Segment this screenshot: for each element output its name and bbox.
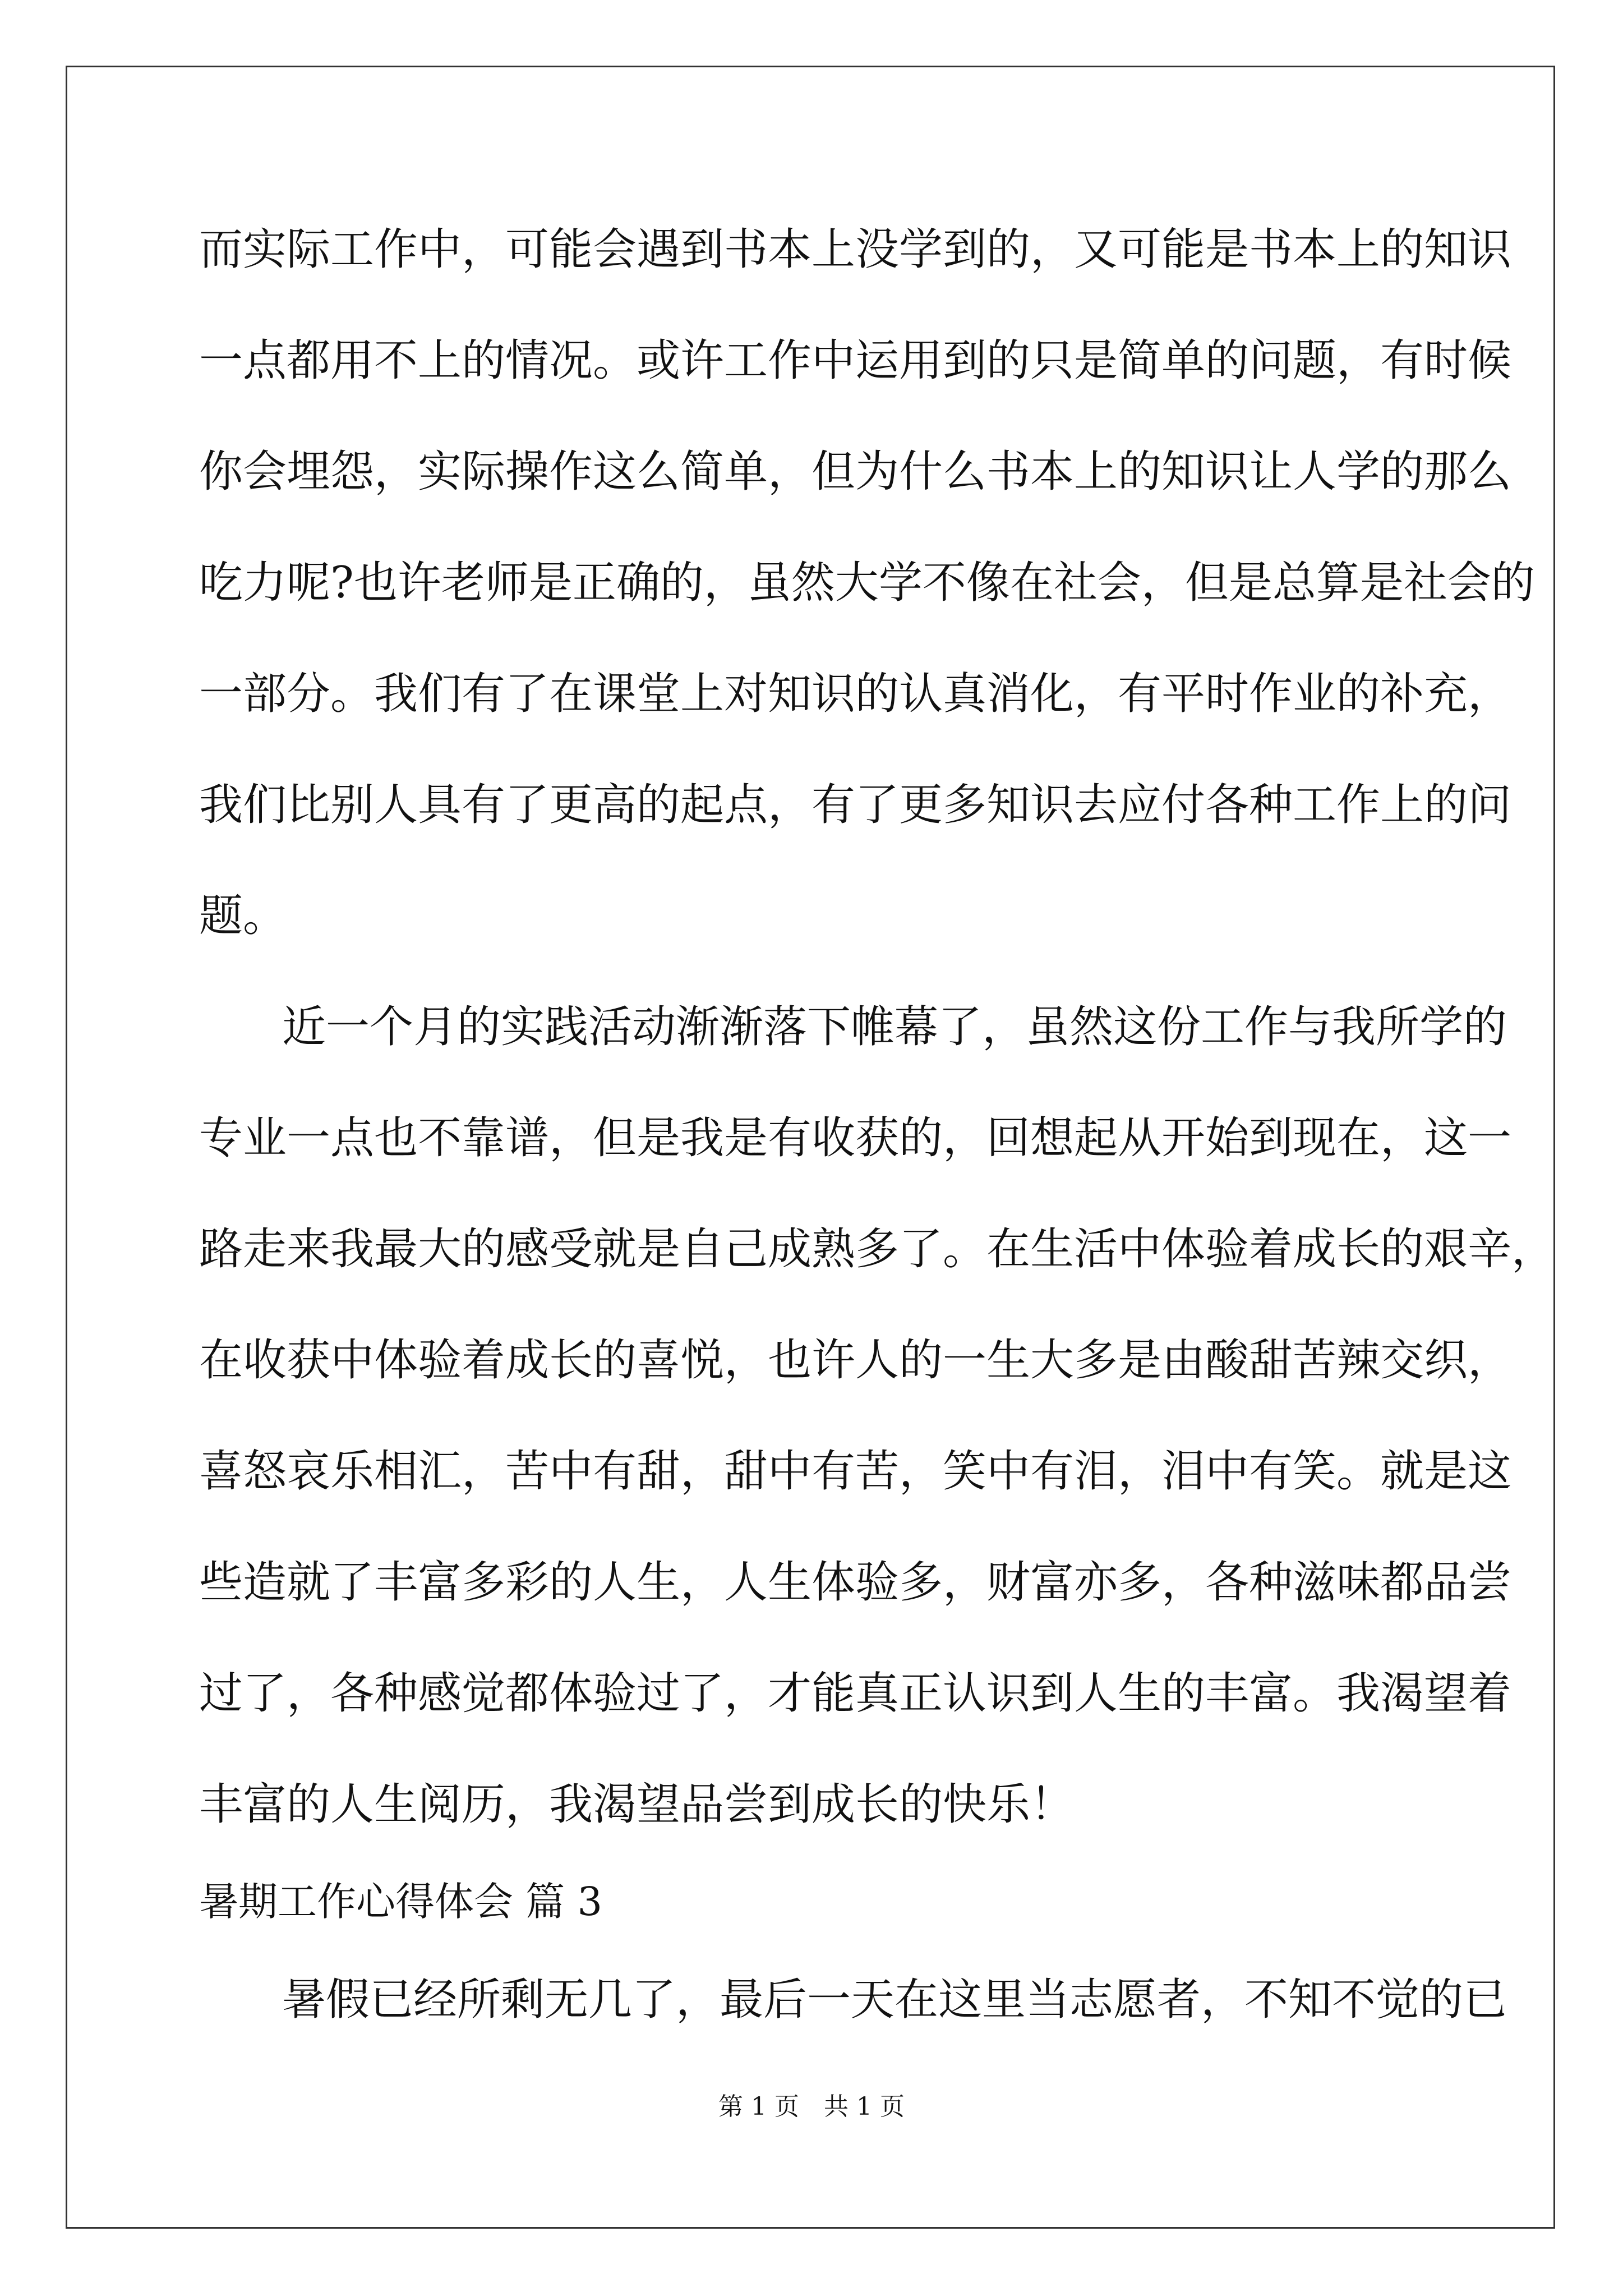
paragraph-line: 过了，各种感觉都体验过了，才能真正认识到人生的丰富。我渴望着 (199, 1668, 1512, 1719)
paragraph-line: 题。 (199, 891, 287, 941)
paragraph-line: 在收获中体验着成长的喜悦，也许人的一生大多是由酸甜苦辣交织， (199, 1335, 1512, 1386)
paragraph-line: 我们比别人具有了更高的起点，有了更多知识去应付各种工作上的问 (199, 780, 1512, 830)
section-heading: 暑期工作心得体会 篇 3 (199, 1879, 603, 1925)
paragraph-line: 一部分。我们有了在课堂上对知识的认真消化，有平时作业的补充， (199, 669, 1512, 719)
paragraph-line: 喜怒哀乐相汇，苦中有甜，甜中有苦，笑中有泪，泪中有笑。就是这 (199, 1446, 1512, 1497)
paragraph-line: 你会埋怨，实际操作这么简单，但为什么书本上的知识让人学的那么 (199, 447, 1512, 497)
paragraph-line: 而实际工作中，可能会遇到书本上没学到的，又可能是书本上的知识 (199, 224, 1512, 275)
paragraph-line: 一点都用不上的情况。或许工作中运用到的只是简单的问题，有时候 (199, 335, 1512, 386)
paragraph-line: 专业一点也不靠谱，但是我是有收获的，回想起从开始到现在，这一 (199, 1113, 1512, 1163)
paragraph-line: 些造就了丰富多彩的人生，人生体验多，财富亦多，各种滋味都品尝 (199, 1557, 1512, 1608)
paragraph-line: 暑假已经所剩无几了，最后一天在这里当志愿者，不知不觉的已 (282, 1975, 1507, 2025)
paragraph-line: 路走来我最大的感受就是自己成熟多了。在生活中体验着成长的艰辛， (199, 1224, 1556, 1274)
page-footer: 第 1 页 共 1 页 (718, 2092, 905, 2121)
paragraph-line: 丰富的人生阅历，我渴望品尝到成长的快乐！ (199, 1779, 1075, 1830)
paragraph-line: 吃力呢?也许老师是正确的，虽然大学不像在社会，但是总算是社会的 (199, 558, 1535, 608)
paragraph-line: 近一个月的实践活动渐渐落下帷幕了，虽然这份工作与我所学的 (282, 1002, 1507, 1052)
